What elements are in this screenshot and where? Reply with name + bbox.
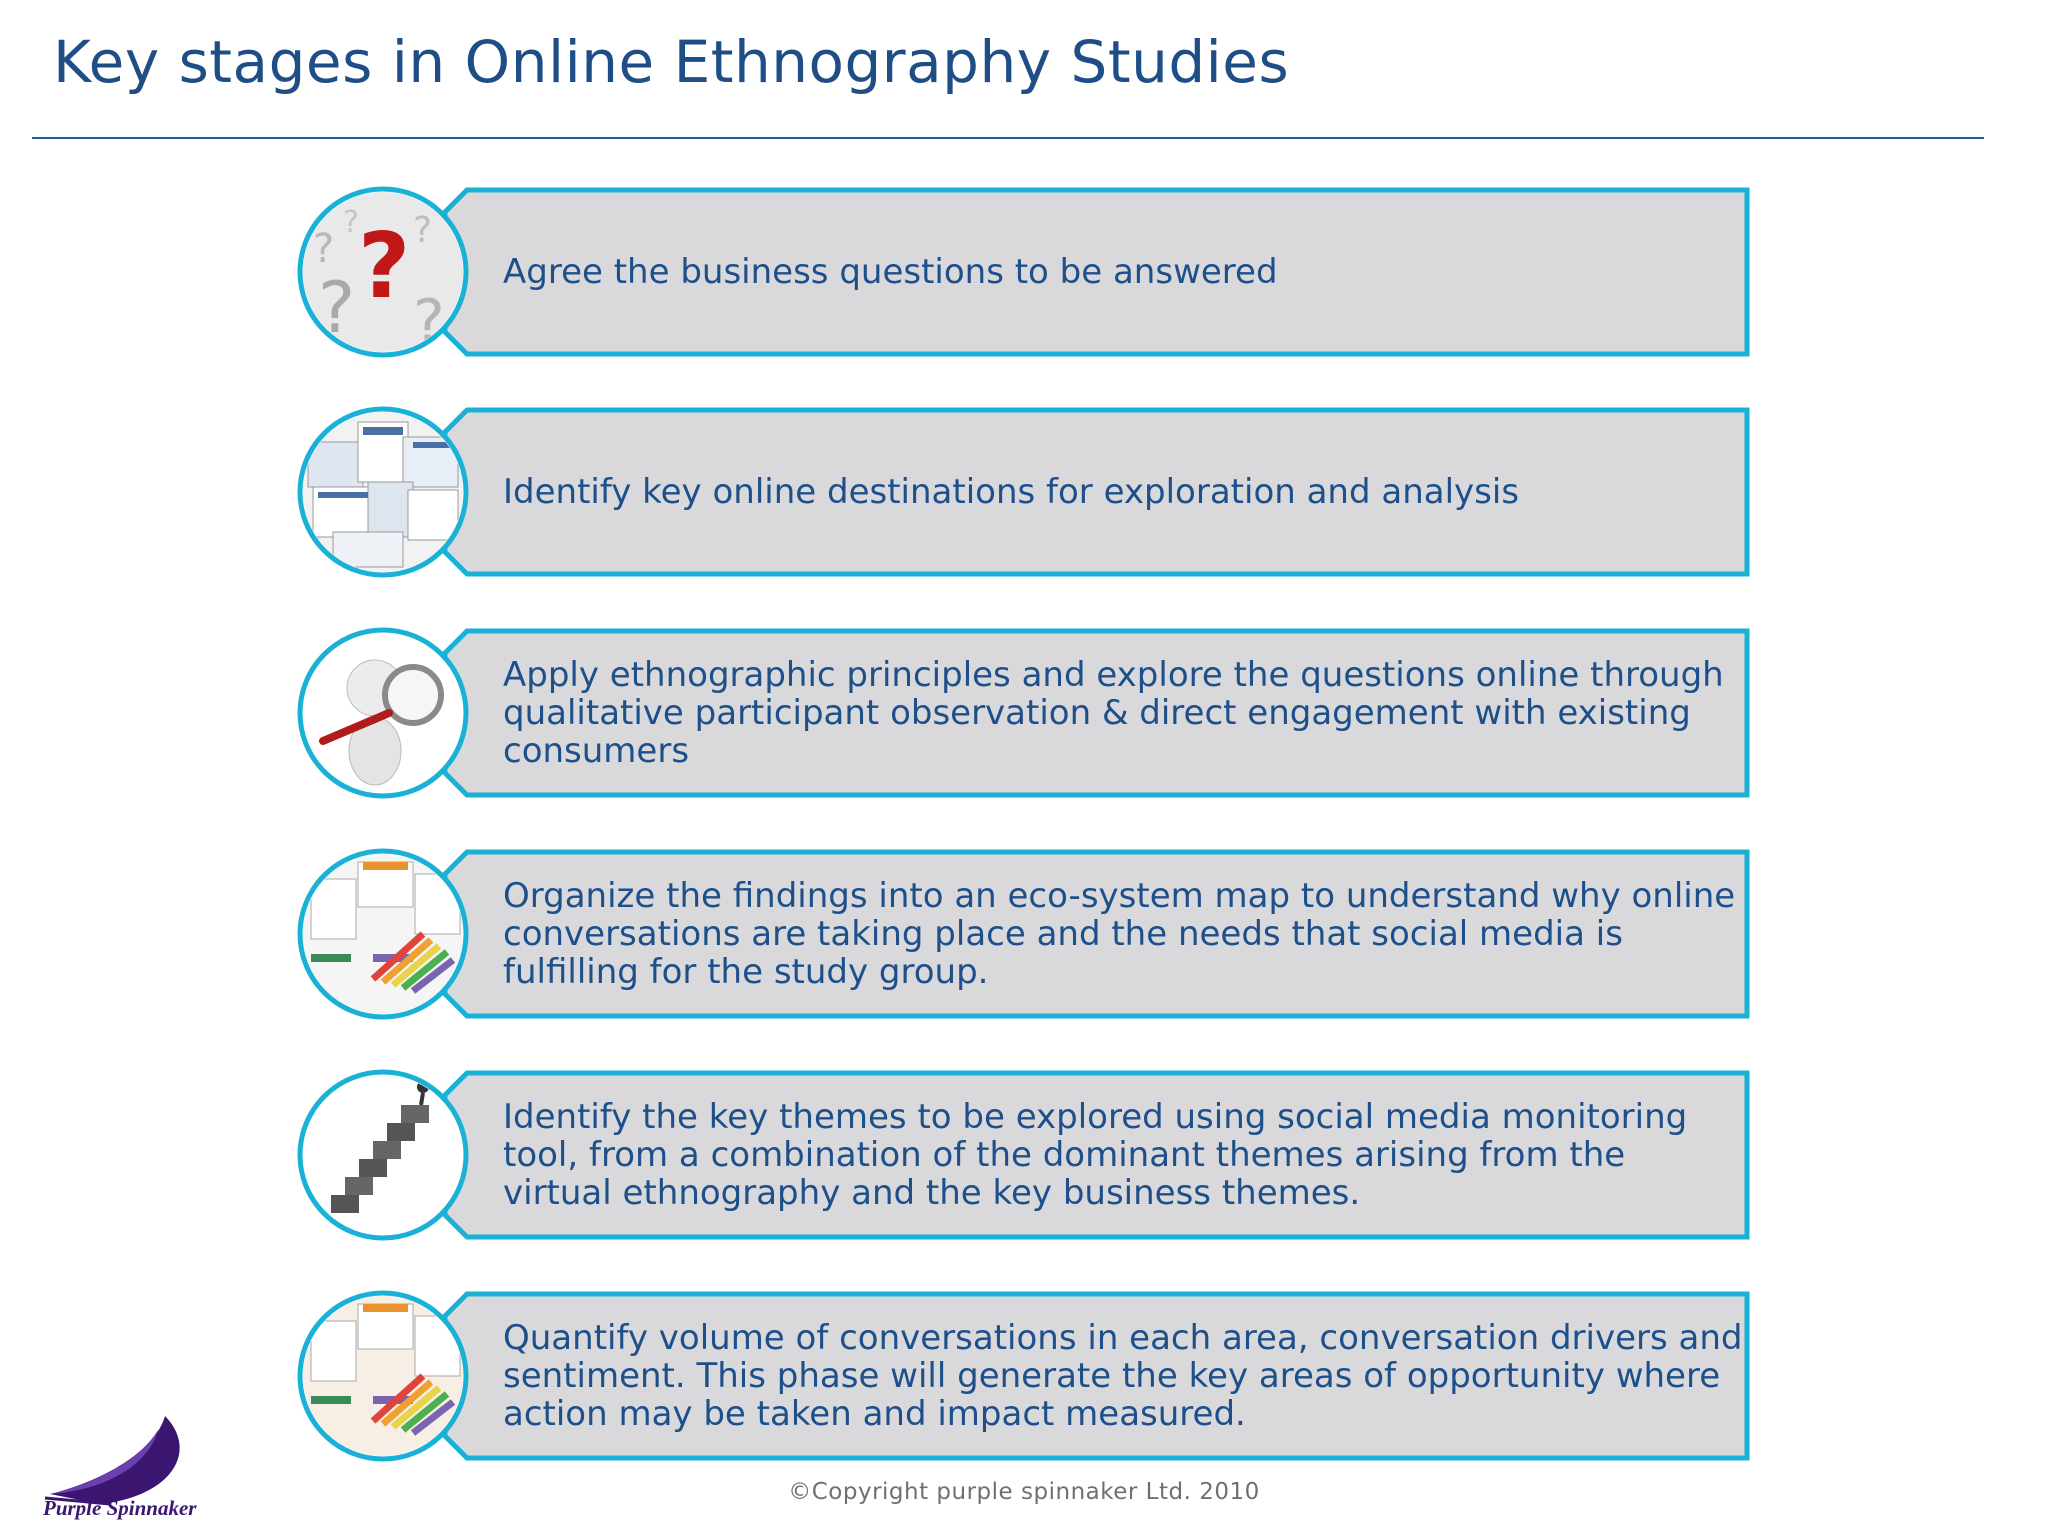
stage-text: Identify key online destinations for exploration and analysis xyxy=(503,472,1520,512)
svg-text:?: ? xyxy=(413,210,433,251)
svg-text:?: ? xyxy=(358,214,411,319)
svg-text:?: ? xyxy=(318,267,356,349)
stage-6 xyxy=(297,1290,1750,1462)
web-pages-collage-icon xyxy=(303,412,463,572)
stage-4 xyxy=(297,848,1750,1020)
stage-1 xyxy=(297,186,1750,358)
copyright-footer: ©Copyright purple spinnaker Ltd. 2010 xyxy=(788,1479,1260,1505)
svg-text:?: ? xyxy=(343,205,359,240)
stage-text: Apply ethnographic principles and explore the questions online through qualitative participant observation & direct engagement with existing consumers xyxy=(503,655,1724,771)
svg-text:?: ? xyxy=(413,287,445,352)
question-marks-icon xyxy=(303,192,463,352)
stage-3 xyxy=(297,627,1750,799)
ecosystem-map-icon xyxy=(303,854,463,1014)
stairs-figure-icon xyxy=(303,1075,463,1235)
title-divider xyxy=(32,137,1984,139)
logo-text: Purple Spinnaker xyxy=(43,1496,197,1520)
stage-text: Agree the business questions to be answered xyxy=(503,252,1278,292)
stage-text: Organize the findings into an eco-system map to understand why online conversations are taking place and the needs that social media is fulfilling for the study group. xyxy=(503,876,1736,992)
stage-text: Quantify volume of conversations in each area, conversation drivers and sentiment. This phase will generate the key areas of opportunity where action may be taken and impact measured. xyxy=(503,1318,1743,1434)
stage-text: Identify the key themes to be explored using social media monitoring tool, from a combination of the dominant themes arising from the virtual ethnography and the key business themes. xyxy=(503,1097,1688,1213)
stage-2 xyxy=(297,406,1750,578)
svg-text:?: ? xyxy=(313,226,335,272)
page-title: Key stages in Online Ethnography Studies xyxy=(53,28,1290,96)
magnifying-glass-figure-icon xyxy=(303,633,463,793)
ecosystem-map-icon xyxy=(303,1296,463,1456)
stage-5 xyxy=(297,1069,1750,1241)
